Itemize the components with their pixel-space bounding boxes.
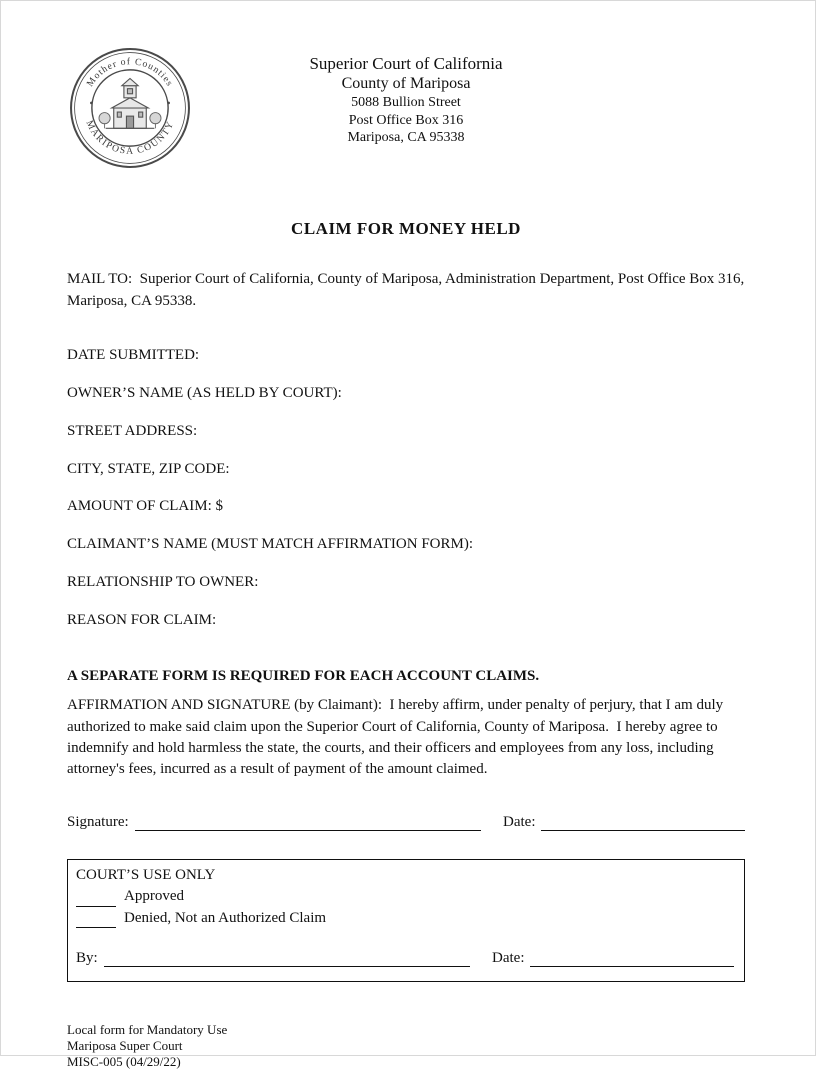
- approved-option: [76, 887, 734, 907]
- form-footer: [67, 1022, 745, 1070]
- date-line[interactable]: [541, 814, 745, 831]
- denied-label: Denied, Not an Authorized Claim: [124, 909, 327, 926]
- court-name: Superior Court of California: [309, 54, 503, 73]
- field-street-address: STREET ADDRESS:: [67, 422, 198, 439]
- affirmation-paragraph: AFFIRMATION AND SIGNATURE (by Claimant): I hereby affirm, under penalty of perjury, that I am duly authorized to make said claim upon the Superior Court of California, County of Mariposa. I hereby agree to indemnify and hold harmless the state, the courts, and their officers and employees from any loss, including attorney's fees, incurred as a result of payment of the amount claimed.: [67, 697, 727, 778]
- county-seal-graphic: [69, 47, 191, 169]
- city-state-zip: Mariposa, CA 95338: [347, 130, 465, 146]
- approved-label: Approved: [124, 888, 184, 905]
- court-date-line[interactable]: [530, 950, 734, 967]
- county-name: County of Mariposa: [341, 75, 471, 93]
- by-line[interactable]: [104, 950, 470, 967]
- mail-to-paragraph: MAIL TO: Superior Court of California, County of Mariposa, Administration Department, Post Office Box 316, Mariposa, CA 95338.: [67, 270, 749, 309]
- seal-bottom-text: MARIPOSA COUNTY: [83, 118, 177, 157]
- by-label: By:: [76, 950, 98, 967]
- field-claimants-name: CLAIMANT’S NAME (MUST MATCH AFFIRMATION FORM):: [67, 536, 474, 552]
- field-amount-of-claim: AMOUNT OF CLAIM: $: [67, 498, 223, 515]
- court-by-row: [76, 950, 734, 967]
- form-title: CLAIM FOR MONEY HELD: [291, 218, 521, 238]
- approved-blank-line[interactable]: [76, 893, 116, 907]
- field-date-submitted: DATE SUBMITTED:: [67, 347, 200, 364]
- signature-label: Signature:: [67, 814, 129, 831]
- court-use-box: [67, 859, 745, 982]
- field-city-state-zip: CITY, STATE, ZIP CODE:: [67, 460, 230, 477]
- court-date-label: Date:: [492, 950, 525, 967]
- po-box: Post Office Box 316: [348, 112, 464, 128]
- signature-row: [67, 814, 745, 831]
- seal-top-text: Mother of Counties: [84, 56, 176, 89]
- footer-court-name: Mariposa Super Court: [67, 1038, 183, 1054]
- county-seal: [69, 47, 191, 169]
- footer-mandatory-use: Local form for Mandatory Use: [67, 1022, 228, 1038]
- field-relationship-to-owner: RELATIONSHIP TO OWNER:: [67, 573, 259, 590]
- court-use-title: COURT’S USE ONLY: [76, 867, 216, 884]
- footer-form-number: MISC-005 (04/29/22): [67, 1053, 181, 1069]
- denied-option: [76, 909, 734, 929]
- field-reason-for-claim: REASON FOR CLAIM:: [67, 611, 217, 628]
- field-owners-name: OWNER’S NAME (AS HELD BY COURT):: [67, 385, 342, 401]
- denied-blank-line[interactable]: [76, 914, 116, 928]
- date-label: Date:: [503, 814, 536, 831]
- separate-form-notice: A SEPARATE FORM IS REQUIRED FOR EACH ACCOUNT CLAIMS.: [67, 668, 540, 685]
- signature-line[interactable]: [135, 814, 481, 831]
- street-address: 5088 Bullion Street: [351, 95, 461, 111]
- form-fields: [67, 348, 745, 628]
